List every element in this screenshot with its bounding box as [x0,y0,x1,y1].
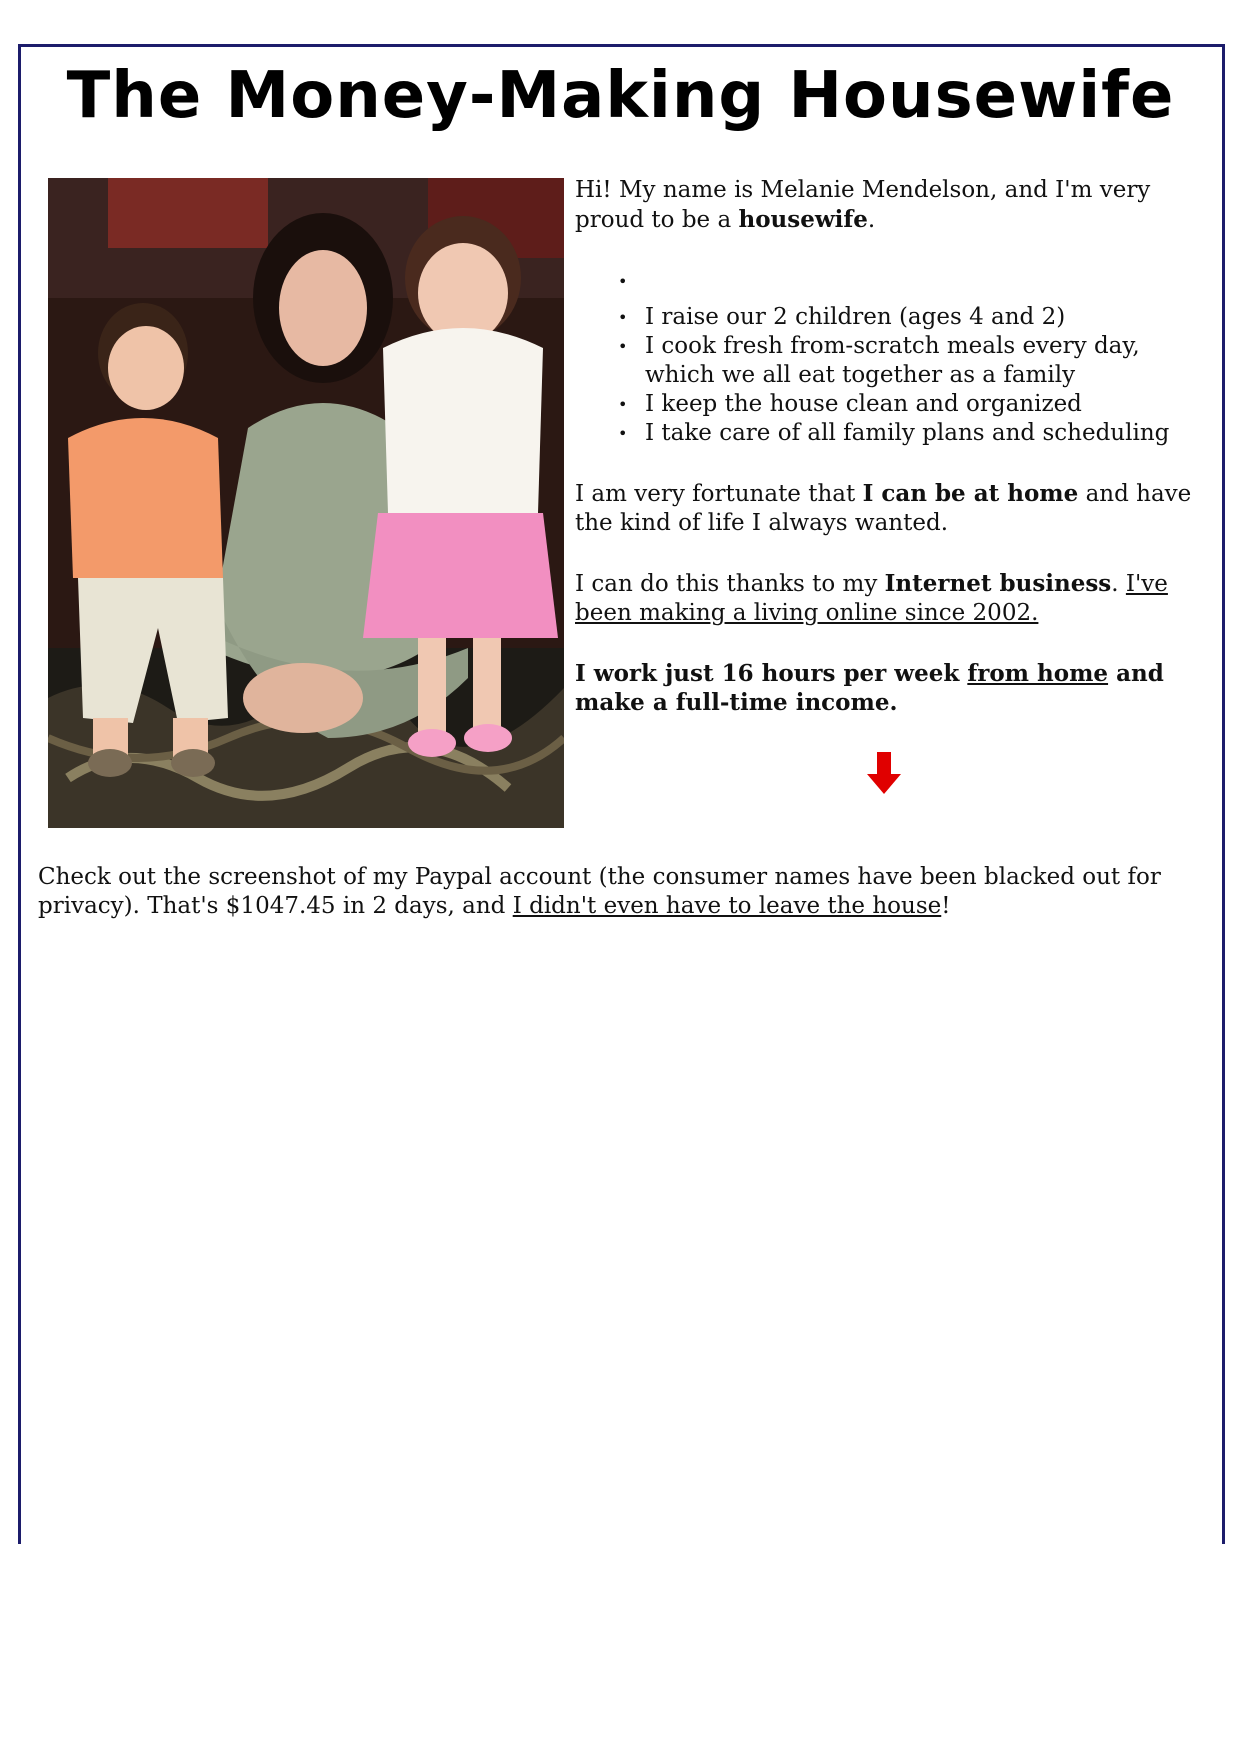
page-title: The Money-Making Housewife [66,59,1175,133]
intro-text: Hi! My name is Melanie Mendelson, and I'm very proud to be a [575,177,1151,233]
work-text-end: and make a full-time income. [575,660,1164,716]
business-bold: Internet business [884,570,1112,597]
list-item: • I take care of all family plans and scheduling [575,419,1195,448]
fortunate-text-end: and have the kind of life I always wanted. [575,481,1192,536]
family-photo [48,178,564,828]
intro-column [575,176,1195,717]
intro-bold: housewife [738,206,868,233]
intro-paragraph [575,176,1195,235]
list-item: • I cook fresh from-scratch meals every day, which we all eat together as a family [575,332,1195,390]
leave-house-link[interactable]: I didn't even have to leave the house [512,893,942,919]
paypal-section [38,863,1208,921]
duties-list [575,267,1195,448]
list-item: • I keep the house clean and organized [575,390,1195,419]
list-item-empty [575,267,1195,303]
fortunate-bold: I can be at home [862,480,1079,507]
paypal-paragraph [38,863,1208,921]
work-paragraph [575,659,1195,717]
from-home-link[interactable]: from home [967,660,1109,687]
paypal-text: Check out the screenshot of my Paypal account (the consumer names have been blacked out for privacy). That's $1047.45 in 2 days, and [38,864,1161,919]
since-2002-link[interactable]: I've been making a living online since 2002. [575,571,1168,626]
paypal-text-end: ! [941,893,951,919]
fortunate-paragraph [575,479,1195,538]
fortunate-text: I am very fortunate that [575,481,863,507]
business-paragraph [575,569,1195,628]
arrow-down-icon [867,752,901,794]
list-item: • I raise our 2 children (ages 4 and 2) [575,303,1195,332]
intro-text-end: . [867,207,876,233]
family-photo-illustration [48,178,564,828]
business-text-mid: . [1111,571,1126,597]
business-text: I can do this thanks to my [575,571,885,597]
work-text: I work just 16 hours per week [575,660,968,687]
